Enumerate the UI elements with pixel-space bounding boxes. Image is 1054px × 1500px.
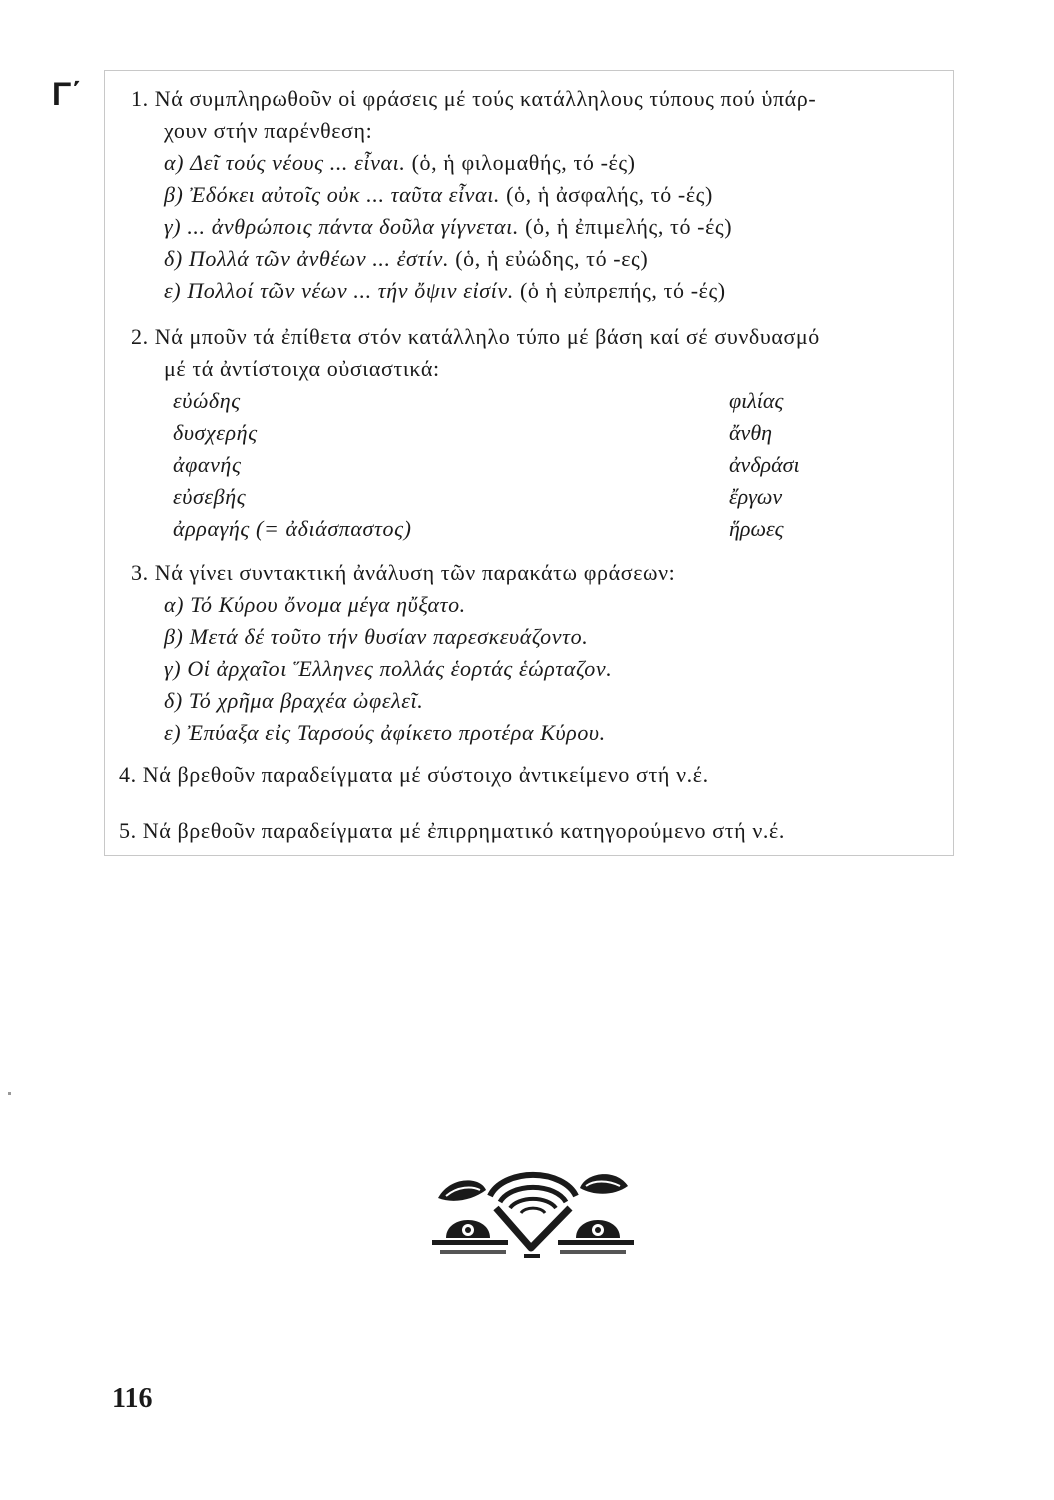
item-label: β) (164, 182, 184, 207)
item-hint: (ὁ, ἡ ἀσφαλής, τό -ές) (506, 182, 713, 207)
item-label: α) (164, 150, 185, 175)
noun-5: ἥρωες (729, 516, 784, 541)
adjective-2: δυσχερής (173, 420, 258, 445)
exercise-1-item-b (164, 181, 713, 209)
item-sentence: Πολλοί τῶν νέων ... τήν ὄψιν εἰσίν. (187, 278, 514, 303)
exercise-1-item-a (164, 149, 636, 177)
item-label: β) (164, 624, 184, 649)
exercise-3-item-a (164, 591, 466, 619)
item-sentence: Ἐδόκει αὐτοῖς οὐκ ... ταῦτα εἶναι. (189, 182, 501, 207)
exercise-3-item-c (164, 655, 612, 683)
item-sentence: Τό χρῆμα βραχέα ὠφελεῖ. (188, 688, 424, 713)
section-label: Γ΄ (52, 76, 82, 112)
item-label: ε) (164, 720, 182, 745)
item-label: δ) (164, 688, 183, 713)
item-sentence: Ἐπύαξα εἰς Ταρσούς ἀφίκετο προτέρα Κύρου. (187, 720, 606, 745)
exercise-4-instruction: 4. Νά βρεθοῦν παραδείγματα μέ σύστοιχο ἀντικείμενο στή ν.έ. (119, 762, 709, 787)
decorative-ornament-icon (428, 1156, 638, 1266)
item-sentence: Δεῖ τούς νέους ... εἶναι. (190, 150, 406, 175)
item-sentence: Τό Κύρου ὄνομα μέγα ηὔξατο. (190, 592, 466, 617)
adjective-1: εὐώδης (173, 388, 241, 413)
exercise-3-item-d (164, 687, 423, 715)
exercise-1-item-d (164, 245, 648, 273)
item-sentence: Οἱ ἀρχαῖοι Ἕλληνες πολλάς ἑορτάς ἑώρταζον. (187, 656, 613, 681)
exercise-1-instruction-cont: χουν στήν παρένθεση: (164, 118, 373, 143)
scan-speck (8, 1092, 11, 1095)
item-sentence: Μετά δέ τοῦτο τήν θυσίαν παρεσκευάζοντο. (189, 624, 589, 649)
page-number: 116 (112, 1383, 153, 1414)
adjective-3: ἀφανής (173, 452, 242, 477)
exercise-2-instruction-cont: μέ τά ἀντίστοιχα οὐσιαστικά: (164, 356, 440, 381)
item-label: ε) (164, 278, 182, 303)
item-hint: (ὁ, ἡ εὐώδης, τό -ες) (455, 246, 649, 271)
exercise-3-item-b (164, 623, 588, 651)
exercise-1-item-c (164, 213, 732, 241)
item-sentence: ... ἀνθρώποις πάντα δοῦλα γίγνεται. (187, 214, 519, 239)
exercise-box (104, 70, 954, 856)
noun-2: ἄνθη (729, 420, 773, 445)
item-label: δ) (164, 246, 183, 271)
item-hint: (ὁ, ἡ ἐπιμελής, τό -ές) (525, 214, 733, 239)
adjective-4: εὐσεβής (173, 484, 247, 509)
item-label: γ) (164, 214, 182, 239)
exercise-3-item-e (164, 719, 606, 747)
exercise-1-item-e (164, 277, 726, 305)
item-hint: (ὁ ἡ εὐπρεπής, τό -ές) (519, 278, 726, 303)
exercise-5-instruction: 5. Νά βρεθοῦν παραδείγματα μέ ἐπιρρηματικό κατηγορούμενο στή ν.έ. (119, 818, 785, 843)
noun-4: ἔργων (729, 484, 783, 509)
item-label: γ) (164, 656, 182, 681)
noun-1: φιλίας (729, 388, 784, 413)
exercise-1-instruction: 1. Νά συμπληρωθοῦν οἱ φράσεις μέ τούς κατάλληλους τύπους πού ὑπάρ- (131, 86, 817, 111)
item-label: α) (164, 592, 185, 617)
item-hint: (ὁ, ἡ φιλομαθής, τό -ές) (411, 150, 636, 175)
exercise-3-instruction: 3. Νά γίνει συντακτική ἀνάλυση τῶν παρακάτω φράσεων: (131, 560, 676, 585)
adjective-5: ἀρραγής (= ἀδιάσπαστος) (173, 516, 412, 541)
exercise-2-instruction: 2. Νά μποῦν τά ἐπίθετα στόν κατάλληλο τύπο μέ βάση καί σέ συνδυασμό (131, 324, 820, 349)
noun-3: ἀνδράσι (729, 452, 800, 477)
item-sentence: Πολλά τῶν ἀνθέων ... ἐστίν. (188, 246, 450, 271)
